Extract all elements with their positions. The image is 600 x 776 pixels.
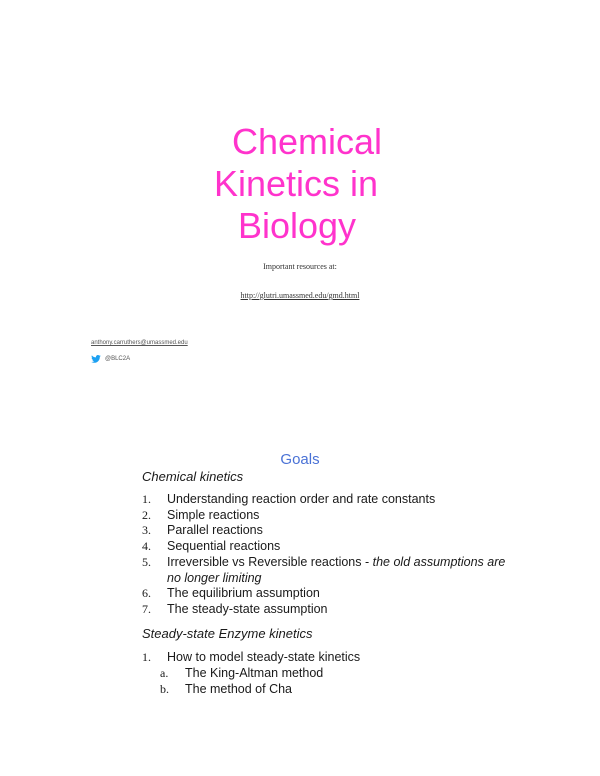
- list-item: 1. Understanding reaction order and rate constants: [142, 492, 436, 506]
- list-item: b. The method of Cha: [160, 681, 293, 696]
- list-item: 4. Sequential reactions: [142, 539, 281, 554]
- list-item: 5. Irreversible vs Reversible reactions - the old assumptions are no longer limiting: [142, 554, 506, 585]
- twitter-bird-icon: [91, 355, 101, 363]
- list-item-note: the old assumptions are no longer limiting: [167, 554, 506, 585]
- list-item: 6. The equilibrium assumption: [142, 586, 320, 601]
- chemical-kinetics-list: [142, 492, 507, 618]
- resources-label: Important resources at:: [263, 262, 337, 271]
- enzyme-kinetics-list: [142, 650, 507, 666]
- email-link[interactable]: anthony.carruthers@umassmed.edu: [91, 340, 188, 346]
- twitter-handle[interactable]: [91, 355, 130, 363]
- list-item: a. The King-Altman method: [160, 666, 324, 680]
- list-item: 3. Parallel reactions: [142, 523, 263, 538]
- list-item-text: Irreversible vs Reversible reactions -: [167, 554, 373, 569]
- list-item: 7. The steady-state assumption: [142, 601, 328, 616]
- title-line-2: Kinetics in: [213, 163, 379, 204]
- list-item: 1. How to model steady-state kinetics: [142, 650, 361, 664]
- page-title: [150, 121, 450, 247]
- title-line-1: Chemical: [231, 121, 383, 162]
- list-item: 2. Simple reactions: [142, 507, 260, 522]
- section-chemical-kinetics: Chemical kinetics: [142, 469, 244, 484]
- section-enzyme-kinetics: Steady-state Enzyme kinetics: [142, 626, 313, 641]
- enzyme-kinetics-sublist: [160, 666, 323, 697]
- goals-heading: Goals: [280, 451, 320, 468]
- twitter-handle-text: @BLC2A: [105, 356, 131, 362]
- title-line-3: Biology: [237, 205, 357, 246]
- resources-link[interactable]: http://glutri.umassmed.edu/gmd.html: [240, 291, 360, 300]
